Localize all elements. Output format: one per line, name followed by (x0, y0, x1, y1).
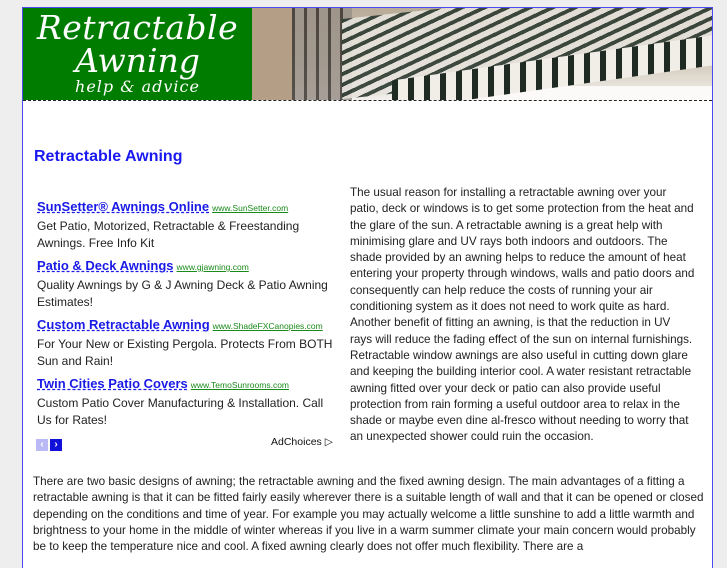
page-title: Retractable Awning (34, 148, 183, 165)
logo-tagline: help & advice (75, 77, 200, 96)
ad-url-link[interactable]: www.ShadeFXCanopies.com (212, 321, 323, 331)
ad-title-link[interactable]: Custom Retractable Awning (37, 317, 210, 332)
chevron-right-icon[interactable]: › (50, 439, 62, 451)
ad-title-link[interactable]: Twin Cities Patio Covers (37, 376, 188, 391)
logo-line-2: Awning (75, 41, 200, 80)
ad-title-link[interactable]: SunSetter® Awnings Online (37, 199, 210, 214)
photo-wall (252, 8, 292, 100)
article-body-paragraph: There are two basic designs of awning; the retractable awning and the fixed awning design. The main advantages of a fitting a retractable awning is that it can be fitted fairly easily wherever there is a suitable length of wall and that it can be opened or closed depending on the conditions and time of year. For example you may actually welcome a little sunshine to add a little warmth and brightness to your home in the middle of winter whereas if you live in a warm summer climate your main concern would probably be to keep the temperature nice and cool. A fixed awning clearly does not offer much flexibility. There are a (33, 475, 704, 554)
site-header (23, 8, 712, 101)
header-awning-photo (252, 8, 712, 100)
ad-url-link[interactable]: www.SunSetter.com (212, 203, 289, 213)
ad-item[interactable] (37, 375, 337, 429)
ad-pagination (36, 434, 64, 452)
ad-item[interactable] (37, 257, 337, 311)
ad-url-link[interactable]: www.TemoSunrooms.com (190, 380, 290, 390)
adchoices-label: AdChoices (271, 436, 322, 448)
adchoices-icon: ▷ (324, 436, 333, 448)
site-logo[interactable] (23, 8, 252, 100)
ad-description: Quality Awnings by G & J Awning Deck & Patio Awning Estimates! (37, 278, 328, 309)
ad-title-link[interactable]: Patio & Deck Awnings (37, 258, 174, 273)
chevron-left-icon[interactable]: ‹ (36, 439, 48, 451)
adchoices-link[interactable] (271, 436, 333, 448)
ad-url-link[interactable]: www.gjawning.com (176, 262, 249, 272)
ad-description: For Your New or Existing Pergola. Protects From BOTH Sun and Rain! (37, 337, 333, 368)
ad-description: Custom Patio Cover Manufacturing & Installation. Call Us for Rates! (37, 396, 324, 427)
article-intro-paragraph: The usual reason for installing a retractable awning over your patio, deck or windows is to get some protection from the heat and the glare of the sun. A retractable awning is a great help with minimising glare and UV rays both indoors and outdoors. The shade provided by an awning helps to reduce the amount of heat entering your property through windows, walls and patio doors and consequently can help reduce the costs of running your air conditioning system as it does not need to work quite as hard. Another benefit of fitting an awning, is that the reduction in UV rays will reduce the fading effect of the sun on internal furnishings. Retractable window awnings are also useful in cutting down glare and keeping the building interior cool. A water resistant retractable awning fitted over your deck or patio can also provide useful protection from rain forming a useful outdoor area to relax in the shade or maybe even dine al-fresco without needing to worry that an unexpected shower could ruin the occasion. (350, 186, 695, 444)
ad-item[interactable] (37, 198, 337, 252)
page-container (22, 7, 713, 568)
ad-description: Get Patio, Motorized, Retractable & Freestanding Awnings. Free Info Kit (37, 219, 300, 250)
ad-item[interactable] (37, 316, 337, 370)
logo-line-1: Retractable (36, 8, 239, 47)
